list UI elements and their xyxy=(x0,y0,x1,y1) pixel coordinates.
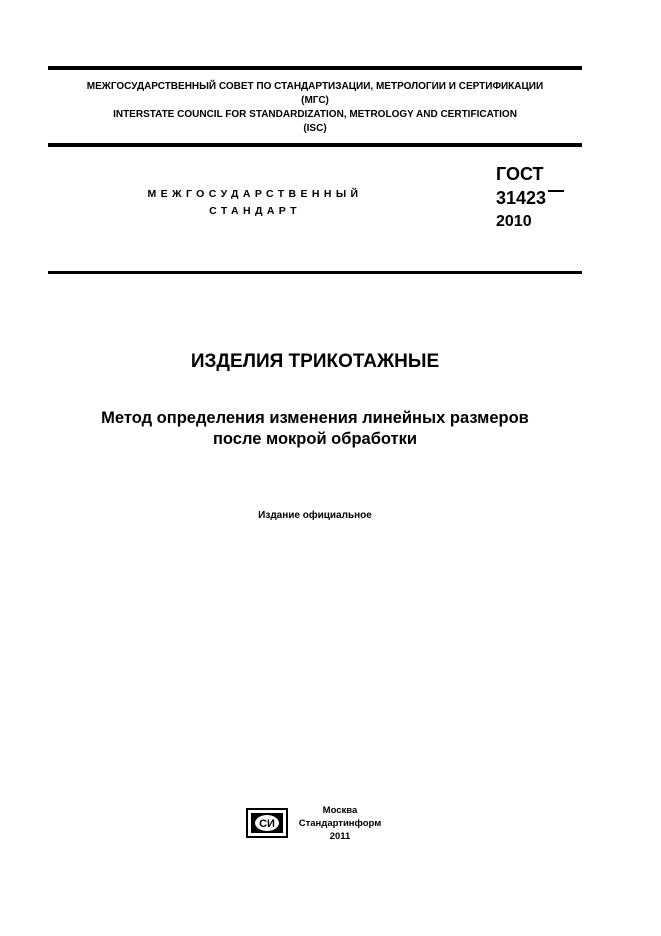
dash-separator xyxy=(548,190,564,192)
standard-number-line xyxy=(496,186,564,210)
standard-type-line1: МЕЖГОСУДАРСТВЕННЫЙ xyxy=(147,188,363,200)
standartinform-logo-icon xyxy=(246,808,288,838)
council-header xyxy=(48,80,582,136)
imprint-publisher: Стандартинформ xyxy=(298,818,382,829)
council-name-ru: МЕЖГОСУДАРСТВЕННЫЙ СОВЕТ ПО СТАНДАРТИЗАЦИИ, МЕТРОЛОГИИ И СЕРТИФИКАЦИИ xyxy=(86,81,544,92)
bottom-rule xyxy=(48,271,582,274)
standard-year: 2010 xyxy=(496,213,532,230)
middle-rule xyxy=(48,143,582,147)
standard-type xyxy=(110,186,400,220)
publisher-imprint xyxy=(292,804,388,843)
subtitle-line2: после мокрой обработки xyxy=(212,430,418,448)
standard-prefix: ГОСТ xyxy=(496,164,544,184)
council-name-en: INTERSTATE COUNCIL FOR STANDARDIZATION, METROLOGY AND CERTIFICATION xyxy=(113,109,517,120)
standard-type-line2: СТАНДАРТ xyxy=(209,205,301,217)
document-subtitle xyxy=(40,408,590,450)
standard-designation xyxy=(496,162,564,234)
document-title: ИЗДЕЛИЯ ТРИКОТАЖНЫЕ xyxy=(190,351,440,372)
edition-note: Издание официальное xyxy=(258,510,372,521)
logo-text: СИ xyxy=(259,818,275,830)
council-abbr-ru: (МГС) xyxy=(301,95,329,106)
standard-number: 31423 xyxy=(496,188,547,208)
subtitle-line1: Метод определения изменения линейных размеров xyxy=(101,409,529,427)
imprint-year: 2011 xyxy=(329,831,351,842)
imprint-city: Москва xyxy=(322,805,358,816)
council-abbr-en: (ISC) xyxy=(303,123,327,134)
top-rule xyxy=(48,66,582,70)
